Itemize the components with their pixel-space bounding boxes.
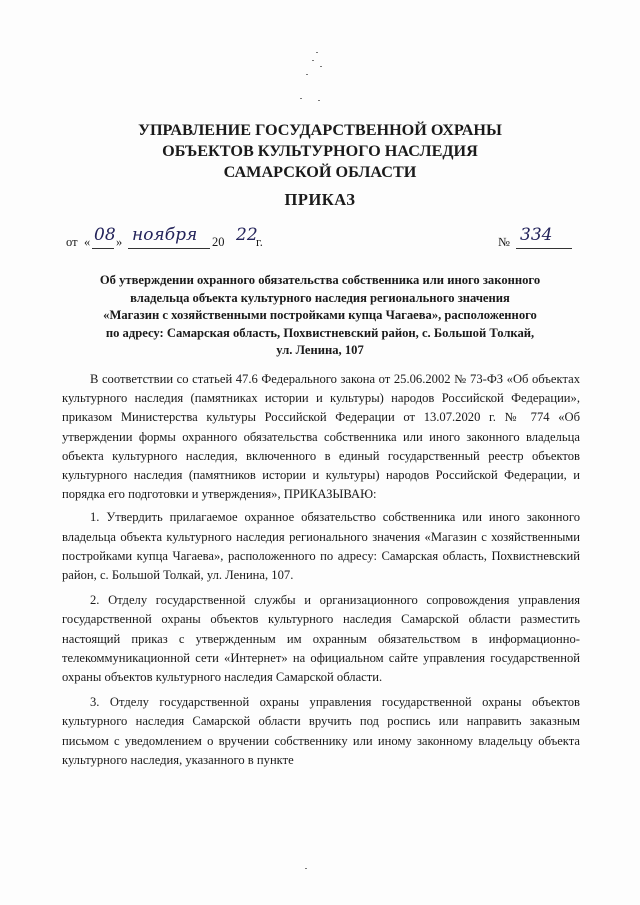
order-subject [64,272,576,360]
scan-speck-bottom [305,868,307,869]
date-prefix: от [66,235,78,249]
header-line-2: ОБЪЕКТОВ КУЛЬТУРНОГО НАСЛЕДИЯ [162,142,478,160]
date-year-prefix: 20 [212,235,225,249]
date-month-underline [128,248,210,249]
subject-line-1: Об утверждении охранного обязательства собственника или иного законного [99,273,541,287]
subject-line-5: ул. Ленина, 107 [276,343,364,358]
header-line-3: САМАРСКОЙ ОБЛАСТИ [223,163,417,181]
clause-2: 2. Отделу государственной службы и организационного сопровождения управления государственной охраны объектов культурного наследия Самарской области разместить настоящий приказ с утвержденным им охранным обязательством в информационно-телекоммуникационной сети «Интернет» на официальном сайте управления государственной охраны объектов культурного наследия Самарской области. [62,593,580,685]
number-prefix: № [498,235,510,249]
subject-line-3: «Магазин с хозяйственными постройками купца Чагаева», расположенного [103,308,537,323]
clause-3: 3. Отделу государственной охраны управления государственной охраны объектов культурного наследия Самарской области вручить под роспись или направить заказным письмом с уведомлением о вручении собственнику или иному законному владельцу объекта культурного наследия, указанного в пункте [62,695,580,767]
order-number-underline [516,248,572,249]
organization-header [60,120,580,183]
order-number: 334 [520,225,553,245]
date-close-quote: » [116,235,123,249]
date-year: 22 [236,225,258,245]
date-number-line [66,225,576,253]
date-year-suffix: г. [256,235,263,249]
date-day: 08 [94,225,116,245]
scan-specks [296,52,336,112]
clause-1: 1. Утвердить прилагаемое охранное обязательство собственника или иного законного владельца объекта культурного наследия регионального значения «Магазин с хозяйственными постройками купца Чагаева», расположенного по адресу: Самарская область, Похвистневский район, с. Большой Толкай, ул. Ленина, 107. [62,510,580,583]
subject-line-4: по адресу: Самарская область, Похвистневский район, с. Большой Толкай, [105,325,535,340]
date-day-underline [92,248,114,249]
date-open-quote: « [84,235,91,249]
subject-line-2: владельца объекта культурного наследия регионального значения [130,290,510,305]
preamble-paragraph: В соответствии со статьей 47.6 Федерального закона от 25.06.2002 № 73-ФЗ «Об объектах культурного наследия (памятниках истории и культуры) народов Российской Федерации», приказом Министерства культуры Российской Федерации от 13.07.2020 г. № 774 «Об утверждении формы охранного обязательства собственника или иного законного владельца объекта культурного наследия, включенного в единый государственный реестр объектов культурного наследия (памятников истории и культуры) народов Российской Федерации, и порядка его подготовки и утверждения», ПРИКАЗЫВАЮ: [62,372,580,502]
order-body [62,370,580,776]
header-line-1: УПРАВЛЕНИЕ ГОСУДАРСТВЕННОЙ ОХРАНЫ [138,121,502,139]
document-title: ПРИКАЗ [284,190,356,209]
date-month: ноября [132,225,198,245]
